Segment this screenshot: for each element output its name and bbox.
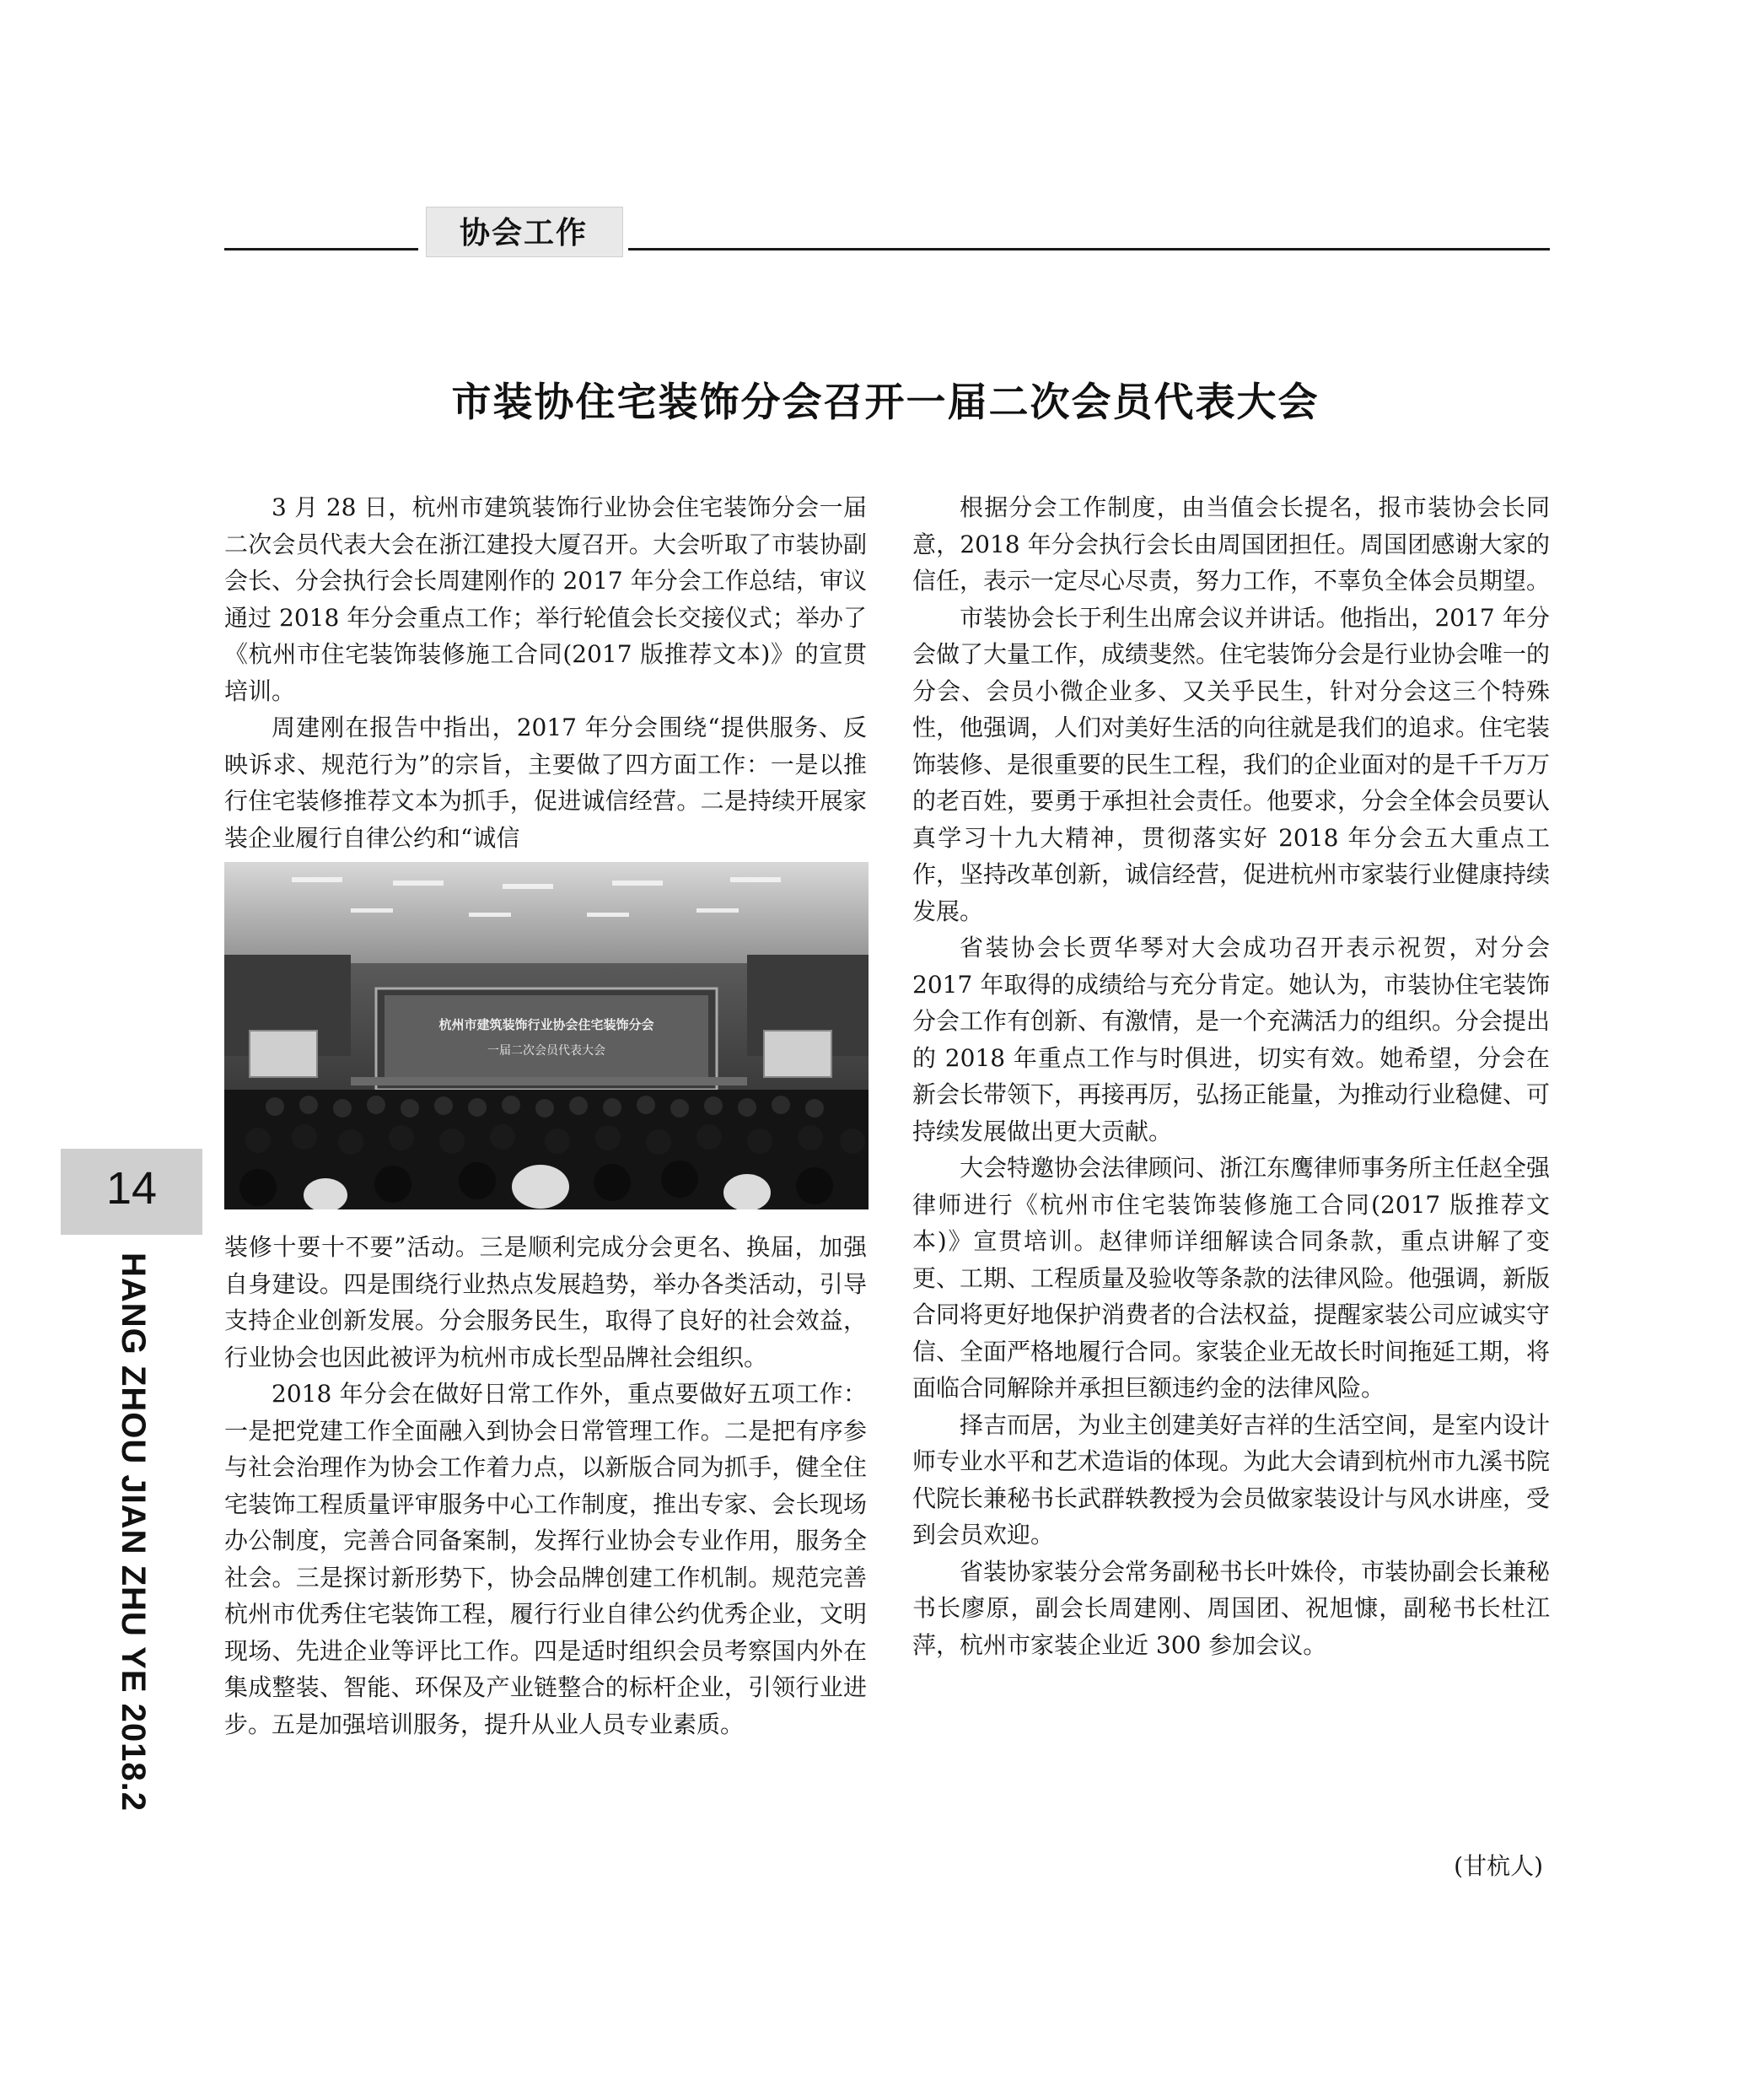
paragraph: 省装协会长贾华琴对大会成功召开表示祝贺，对分会 2017 年取得的成绩给与充分肯定。她认为，市装协住宅装饰分会工作有创新、有激情，是一个充满活力的组织。分会提出的 2018 年重点工作与时俱进，切实有效。她希望，分会在新会长带领下，再接再厉，弘扬正能量，为推动行业稳健、可持续发展做出更大贡献。	[912, 934, 1551, 1145]
author-byline: (甘杭人)	[1454, 1852, 1543, 1880]
header-rule-right	[628, 248, 1550, 250]
header-rule-left	[224, 248, 418, 250]
paragraph: 根据分会工作制度，由当值会长提名，报市装协会长同意，2018 年分会执行会长由周国团担任。周国团感谢大家的信任，表示一定尽心尽责，努力工作，不辜负全体会员期望。	[912, 493, 1551, 595]
article-title: 市装协住宅装饰分会召开一届二次会员代表大会	[451, 380, 1320, 426]
left-column-top	[224, 489, 867, 856]
paragraph: 省装协家装分会常务副秘书长叶姝伶，市装协副会长兼秘书长廖原，副会长周建刚、周国团、祝旭慷，副秘书长杜江萍，杭州市家装企业近 300 参加会议。	[912, 1557, 1551, 1659]
screen-banner-line1: 杭州市建筑装饰行业协会住宅装饰分会	[438, 1017, 654, 1032]
paragraph: 择吉而居，为业主创建美好吉祥的生活空间，是室内设计师专业水平和艺术造诣的体现。为此大会请到杭州市九溪书院代院长兼秘书长武群轶教授为会员做家装设计与风水讲座，受到会员欢迎。	[912, 1410, 1551, 1549]
meeting-photo	[224, 862, 869, 1209]
paragraph-continued: 装修十要十不要”活动。三是顺利完成分会更名、换届，加强自身建设。四是围绕行业热点发展趋势，举办各类活动，引导支持企业创新发展。分会服务民生，取得了良好的社会效益，行业协会也因此被评为杭州市成长型品牌社会组织。	[224, 1233, 867, 1371]
page-number: 14	[105, 1163, 158, 1214]
paragraph: 市装协会长于利生出席会议并讲话。他指出，2017 年分会做了大量工作，成绩斐然。住宅装饰分会是行业协会唯一的分会、会员小微企业多、又关乎民生，针对分会这三个特殊性，他强调，人们对美好生活的向往就是我们的追求。住宅装饰装修、是很重要的民生工程，我们的企业面对的是千千万万的老百姓，要勇于承担社会责任。他要求，分会全体会员要认真学习十九大精神，贯彻落实好 2018 年分会五大重点工作，坚持改革创新，诚信经营，促进杭州市家装行业健康持续发展。	[912, 603, 1551, 925]
paragraph: 周建刚在报告中指出，2017 年分会围绕“提供服务、反映诉求、规范行为”的宗旨，主要做了四方面工作：一是以推行住宅装修推荐文本为抓手，促进诚信经营。二是持续开展家装企业履行自律公约和“诚信	[224, 714, 867, 852]
paragraph: 2018 年分会在做好日常工作外，重点要做好五项工作：一是把党建工作全面融入到协会日常管理工作。二是把有序参与社会治理作为协会工作着力点，以新版合同为抓手，健全住宅装饰工程质量评审服务中心工作制度，推出专家、会长现场办公制度，完善合同备案制，发挥行业协会专业作用，服务全社会。三是探讨新形势下，协会品牌创建工作机制。规范完善杭州市优秀住宅装饰工程，履行行业自律公约优秀企业，文明现场、先进企业等评比工作。四是适时组织会员考察国内外在集成整装、智能、环保及产业链整合的标杆企业，引领行业进步。五是加强培训服务，提升从业人员专业素质。	[224, 1380, 867, 1738]
screen-banner-line2: 一届二次会员代表大会	[487, 1044, 605, 1058]
section-label: 协会工作	[459, 216, 588, 250]
meeting-photo-graphic	[224, 862, 869, 1209]
paragraph: 大会特邀协会法律顾问、浙江东鹰律师事务所主任赵全强律师进行《杭州市住宅装饰装修施工合同(2017 版推荐文本)》宣贯培训。赵律师详细解读合同条款，重点讲解了变更、工期、工程质量及验收等条款的法律风险。他强调，新版合同将更好地保护消费者的合法权益，提醒家装公司应诚实守信、全面严格地履行合同。家装企业无故长时间拖延工期，将面临合同解除并承担巨额违约金的法律风险。	[912, 1154, 1551, 1402]
running-head: HANG ZHOU JIAN ZHU YE 2018.2	[115, 1252, 152, 1812]
right-column	[912, 489, 1550, 1663]
left-column-bottom	[224, 1229, 867, 1743]
paragraph: 3 月 28 日，杭州市建筑装饰行业协会住宅装饰分会一届二次会员代表大会在浙江建投大厦召开。大会听取了市装协副会长、分会执行会长周建刚作的 2017 年分会工作总结，审议通过 2018 年分会重点工作；举行轮值会长交接仪式；举办了《杭州市住宅装饰装修施工合同(2017 版推荐文本)》的宣贯培训。	[224, 493, 867, 705]
